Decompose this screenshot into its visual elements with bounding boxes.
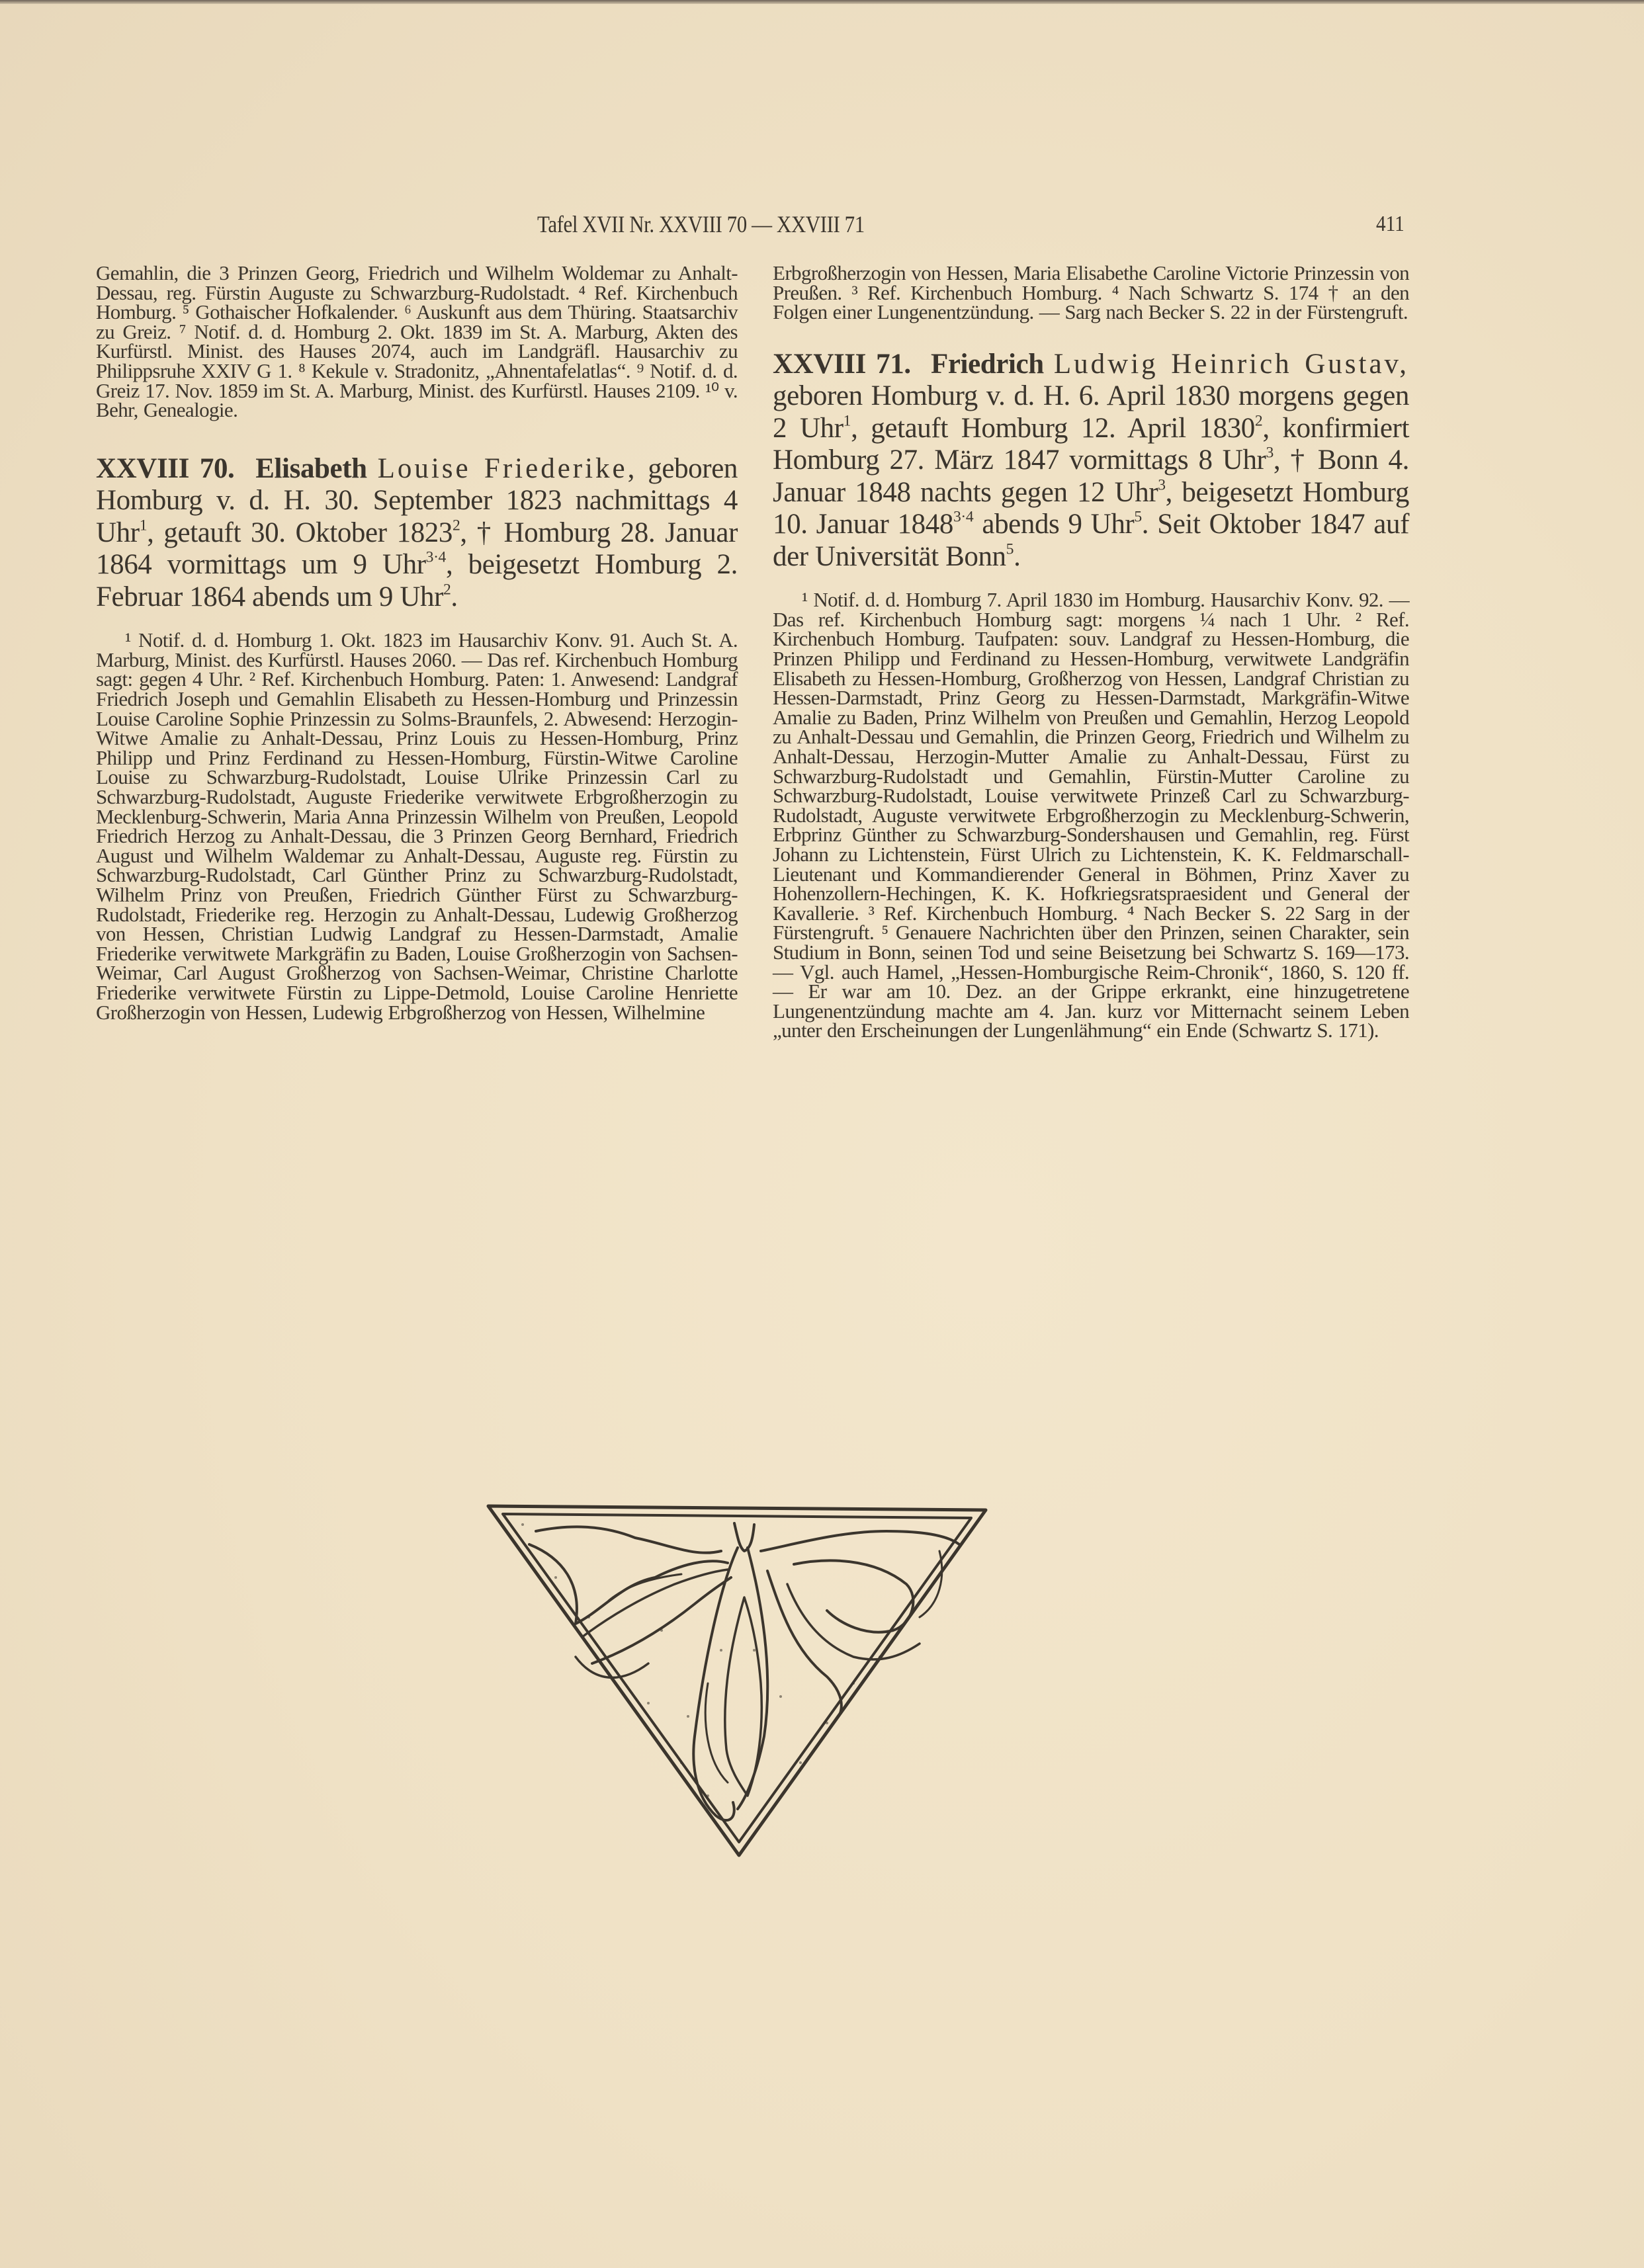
left-column [96, 263, 738, 1022]
right-column [773, 263, 1409, 1040]
entry-text: , beigesetzt Homburg 10. Januar 1848 [773, 476, 1409, 540]
entry-text: , † Homburg 28. Januar 1864 vormittags um 9 Uhr [96, 517, 738, 581]
footnote-ref: 3·4 [425, 548, 446, 566]
entry-text: abends 9 Uhr [973, 509, 1135, 540]
triangle-leaf-ornament-icon [483, 1485, 992, 1862]
footnote-ref: 2 [1254, 412, 1263, 430]
page-top-edge [0, 0, 1644, 4]
entry-text: , konfirmiert Homburg 27. März 1847 vormittags 8 Uhr [773, 412, 1409, 476]
footnotes-left: ¹ Notif. d. d. Homburg 1. Okt. 1823 im Hausarchiv Konv. 91. Auch St. A. Marburg, Minist. des Kurfürstl. Hauses 2060. — Das ref. Kirchenbuch Homburg sagt: gegen 4 Uhr. ² Ref. Kirchenbuch Homburg. Paten: 1. Anwesend: Landgraf Friedrich Joseph und Gemahlin Elisabeth zu Hessen-Homburg und Prinzessin Louise Caroline Sophie Prinzessin zu Solms-Braunfels, 2. Abwesend: Herzogin-Witwe Amalie zu Anhalt-Dessau, Prinz Louis zu Hessen-Homburg, Prinz Philipp und Prinz Ferdinand zu Hessen-Homburg, Fürstin-Witwe Caroline Louise zu Schwarzburg-Rudolstadt, Louise Ulrike Prinzessin Carl zu Schwarzburg-Rudolstadt, Auguste Friederike verwitwete Erbgroßherzogin zu Mecklenburg-Schwerin, Maria Anna Prinzessin Wilhelm von Preußen, Leopold Friedrich Herzog zu Anhalt-Dessau, die 3 Prinzen Georg Bernhard, Friedrich August und Wilhelm Waldemar zu Anhalt-Dessau, Auguste reg. Fürstin zu Schwarzburg-Rudolstadt, Carl Günther Prinz zu Schwarzburg-Rudolstadt, Wilhelm Prinz von Preußen, Friedrich Günther Fürst zu Schwarzburg-Rudolstadt, Friederike reg. Herzogin zu Anhalt-Dessau, Ludewig Großherzog von Hessen, Christian Ludwig Landgraf zu Hessen-Darmstadt, Amalie Friederike verwitwete Markgräfin zu Baden, Louise Großherzogin von Sachsen-Weimar, Carl August Großherzog von Sachsen-Weimar, Christine Charlotte Friederike verwitwete Fürstin zu Lippe-Detmold, Louise Caroline Henriette Großherzogin von Hessen, Ludewig Erbgroßherzog von Hessen, Wilhelmine [96, 628, 738, 1024]
footnote-ref: 3 [1158, 476, 1166, 494]
entry-other-names: Louise Friederike, [377, 452, 638, 484]
entry-text: . [451, 581, 458, 612]
footnote-ref: 1 [843, 412, 851, 430]
footnote-ref: 1 [139, 517, 148, 534]
entry-text: , † Bonn 4. Januar 1848 nachts gegen 12 Uhr [773, 444, 1409, 508]
footnote-ref: 2 [443, 581, 451, 599]
running-header [0, 210, 1644, 243]
page-number: 411 [1376, 212, 1405, 236]
entry-text: , getauft Homburg 12. April 1830 [851, 412, 1255, 444]
footnote-ref: 5 [1134, 508, 1142, 526]
continued-footnotes-left: Gemahlin, die 3 Prinzen Georg, Friedrich und Wilhelm Woldemar zu Anhalt-Dessau, reg. Fürstin Auguste zu Schwarzburg-Rudolstadt. ⁴ Ref. Kirchenbuch Homburg. ⁵ Gothaischer Hofkalender. ⁶ Auskunft aus dem Thüring. Staatsarchiv zu Greiz. ⁷ Notif. d. d. Homburg 2. Okt. 1839 im St. A. Marburg, Akten des Kurfürstl. Minist. des Hauses 2074, auch im Landgräfl. Hausarchiv zu Philippsruhe XXIV G 1. ⁸ Kekule v. Stradonitz, „Ahnentafelatlas“. ⁹ Notif. d. d. Greiz 17. Nov. 1859 im St. A. Marburg, Minist. des Kurfürstl. Hauses 2109. ¹⁰ v. Behr, Genealogie. [96, 261, 738, 422]
continued-footnotes-right: Erbgroßherzogin von Hessen, Maria Elisabethe Caroline Victorie Prinzessin von Preußen. ³ Ref. Kirchenbuch Homburg. ⁴ Nach Schwartz S. 174 † an den Folgen einer Lungenentzündung. — Sarg nach Becker S. 22 in der Fürstengruft. [773, 261, 1409, 324]
entry-number: XXVIII 70. [96, 452, 235, 484]
entry-text: . [1014, 540, 1021, 572]
footnote-ref: 2 [453, 517, 460, 534]
entry-other-names: Ludwig Heinrich Gustav, [1053, 348, 1410, 380]
footnote-ref: 5 [1006, 540, 1014, 558]
genealogy-entry-xxviii-70 [96, 453, 738, 614]
entry-text: , getauft 30. Oktober 1823 [147, 517, 453, 548]
entry-given-name: Friedrich [931, 348, 1044, 380]
entry-text: geboren Homburg v. d. H. 6. April 1830 morgens gegen 2 Uhr [773, 380, 1409, 444]
running-title: Tafel XVII Nr. XXVIII 70 — XXVIII 71 [537, 211, 865, 237]
entry-given-name: Elisabeth [255, 452, 367, 484]
entry-text: . Seit Oktober 1847 auf der Universität Bonn [773, 509, 1409, 572]
genealogy-entry-xxviii-71 [773, 349, 1409, 573]
footnote-ref: 3 [1266, 444, 1274, 462]
footnote-ref: 3·4 [953, 508, 974, 526]
footnotes-right: ¹ Notif. d. d. Homburg 7. April 1830 im Homburg. Hausarchiv Konv. 92. — Das ref. Kirchenbuch Homburg sagt: morgens ¼ nach 1 Uhr. ² Ref. Kirchenbuch Homburg. Taufpaten: souv. Landgraf zu Hessen-Homburg, die Prinzen Philipp und Ferdinand zu Hessen-Homburg, verwitwete Landgräfin Elisabeth zu Hessen-Homburg, Großherzog von Hessen, Landgraf Christian zu Hessen-Darmstadt, Prinz Georg zu Hessen-Darmstadt, Markgräfin-Witwe Amalie zu Baden, Prinz Wilhelm von Preußen und Gemahlin, Herzog Leopold zu Anhalt-Dessau und Gemahlin, die Prinzen Georg, Friedrich und Wilhelm zu Anhalt-Dessau, Herzogin-Mutter Amalie zu Anhalt-Dessau, Fürst zu Schwarzburg-Rudolstadt und Gemahlin, Fürstin-Mutter Caroline zu Schwarzburg-Rudolstadt, Louise verwitwete Prinzeß Carl zu Schwarzburg-Rudolstadt, Auguste verwitwete Erbgroßherzogin zu Mecklenburg-Schwerin, Erbprinz Günther zu Schwarzburg-Sondershausen und Gemahlin, reg. Fürst Johann zu Lichtenstein, Fürst Ulrich zu Lichtenstein, K. K. Feldmarschall-Lieutenant und Kommandierender General in Böhmen, Prinz Xaver zu Hohenzollern-Hechingen, K. K. Hofkriegsratspraesident und General der Kavallerie. ³ Ref. Kirchenbuch Homburg. ⁴ Nach Becker S. 22 Sarg in der Fürstengruft. ⁵ Genauere Nachrichten über den Prinzen, seinen Charakter, sein Studium in Bonn, seinen Tod und seine Beisetzung bei Schwartz S. 169—173. — Vgl. auch Hamel, „Hessen-Homburgische Reim-Chronik“, 1860, S. 120 ff. — Er war am 10. Dez. an der Grippe erkrankt, eine hinzugetretene Lungenentzündung machte am 4. Jan. kurz vor Mitternacht seinem Leben „unter den Erscheinungen der Lungenlähmung“ ein Ende (Schwartz S. 171). [773, 588, 1409, 1042]
entry-text: geboren Homburg v. d. H. 30. September 1823 nachmittags 4 Uhr [96, 452, 738, 548]
entry-text: , beigesetzt Homburg 2. Februar 1864 abends um 9 Uhr [96, 549, 738, 612]
entry-number: XXVIII 71. [773, 348, 911, 380]
